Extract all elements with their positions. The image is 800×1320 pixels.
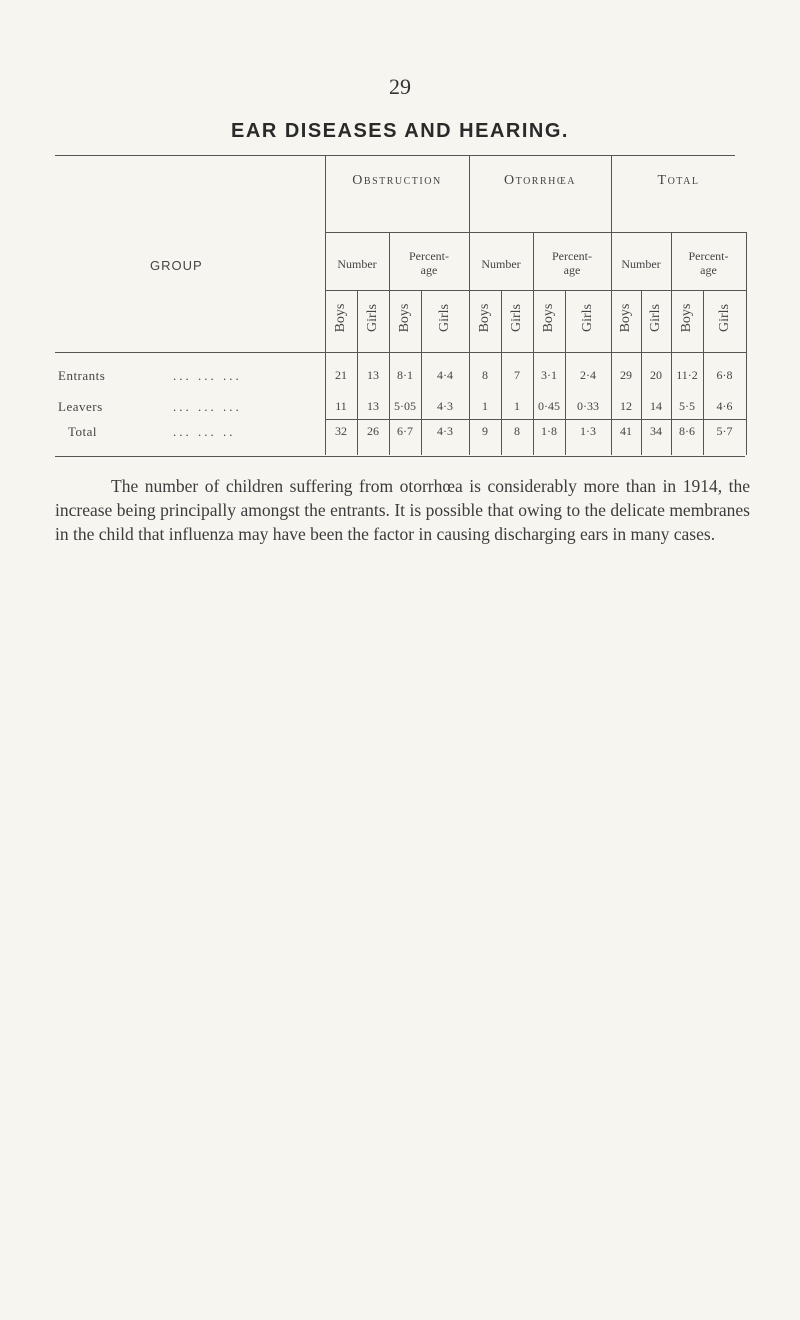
header-rule [325,232,746,233]
table-cell: 9 [482,424,488,438]
subheader-percentage-line2: age [563,263,581,277]
column-group-obstruction: Obstruction [352,173,442,188]
subheader-percentage [389,249,469,277]
table-cell: 13 [367,368,379,382]
table-cell: 1·3 [580,424,596,438]
leaf-header-boys: Boys [618,303,633,333]
row-leader-dots: ... ... ... [173,399,242,414]
table-cell: 8·6 [679,424,695,438]
subheader-number: Number [337,257,377,271]
table-cell: 8·1 [397,368,413,382]
leaf-header-boys: Boys [397,303,412,333]
table-cell: 6·8 [716,368,733,382]
row-leader-dots: ... ... ... [173,368,242,383]
row-label: Total [68,424,98,439]
subheader-percentage-line1: Percent- [688,249,729,263]
table-cell: 4·4 [437,368,453,382]
leaf-header-boys: Boys [477,303,492,333]
table-cell: 1·8 [541,424,557,438]
group-header: GROUP [150,258,203,273]
column-group-total: Total [657,173,700,188]
table-cell: 21 [335,368,347,382]
leaf-header-girls: Girls [437,304,452,332]
table-cell: 2·4 [580,368,596,382]
table-cell: 1 [482,399,488,413]
leaf-header-girls: Girls [365,304,380,332]
leaf-header-boys: Boys [541,303,556,333]
column-divider [671,232,672,455]
column-divider [389,232,390,455]
table-cell: 7 [514,368,520,382]
table-cell: 0·33 [577,399,599,413]
leaf-header-girls: Girls [716,304,732,332]
subheader-percentage-line2: age [700,263,717,277]
table-cell: 11·2 [676,368,698,382]
header-rule [55,352,746,353]
table-cell: 26 [367,424,379,438]
subheader-percentage [671,249,746,277]
table-cell: 5·5 [679,399,695,413]
table-cell: 4·3 [437,399,453,413]
table-cell: 13 [367,399,379,413]
subheader-percentage [533,249,611,277]
row-label: Entrants [58,368,106,383]
table-cell: 20 [650,368,662,382]
table-cell: 11 [335,399,347,413]
leaf-header-boys: Boys [679,303,694,333]
subheader-number: Number [481,257,521,271]
table-cell: 0·45 [538,399,560,413]
table-cell: 34 [650,424,662,438]
table-cell: 29 [620,368,632,382]
leaf-header-girls: Girls [509,304,524,332]
table-cell: 32 [335,424,347,438]
table-cell: 14 [650,399,662,413]
table-cell: 41 [620,424,632,438]
leaf-header-girls: Girls [580,304,595,332]
page-number: 29 [389,74,411,99]
table-cell: 8 [514,424,520,438]
table-cell: 4·3 [437,424,453,438]
table-cell: 12 [620,399,632,413]
column-divider [746,232,747,455]
row-label: Leavers [58,399,103,414]
subheader-number: Number [621,257,661,271]
subheader-percentage-line1: Percent- [552,249,592,263]
column-group-otorrhoea: Otorrhœa [504,173,576,188]
header-rule [325,290,746,291]
page-title: EAR DISEASES AND HEARING. [231,120,569,142]
table-cell: 8 [482,368,488,382]
table-cell: 6·7 [397,424,413,438]
table-cell: 5·7 [716,424,733,438]
table-cell: 3·1 [541,368,557,382]
leaf-header-boys: Boys [333,303,348,333]
subheader-percentage-line1: Percent- [409,249,449,263]
column-divider [533,232,534,455]
table-top-rule [55,155,735,156]
table-bottom-rule [55,456,745,457]
table-cell: 1 [514,399,520,413]
leaf-header-girls: Girls [648,304,663,332]
subheader-percentage-line2: age [420,263,438,277]
row-rule [325,419,746,420]
table-cell: 4·6 [716,399,733,413]
body-paragraph: The number of children suffering from otorrhœa is considerably more than in 1914, the increase being principally amongst the entrants. It is possible that owing to the delicate membranes in the child that influenza may have been the factor in causing discharging ears in many cases. [55,476,750,544]
table-cell: 5·05 [394,399,416,413]
row-leader-dots: ... ... .. [173,424,236,439]
